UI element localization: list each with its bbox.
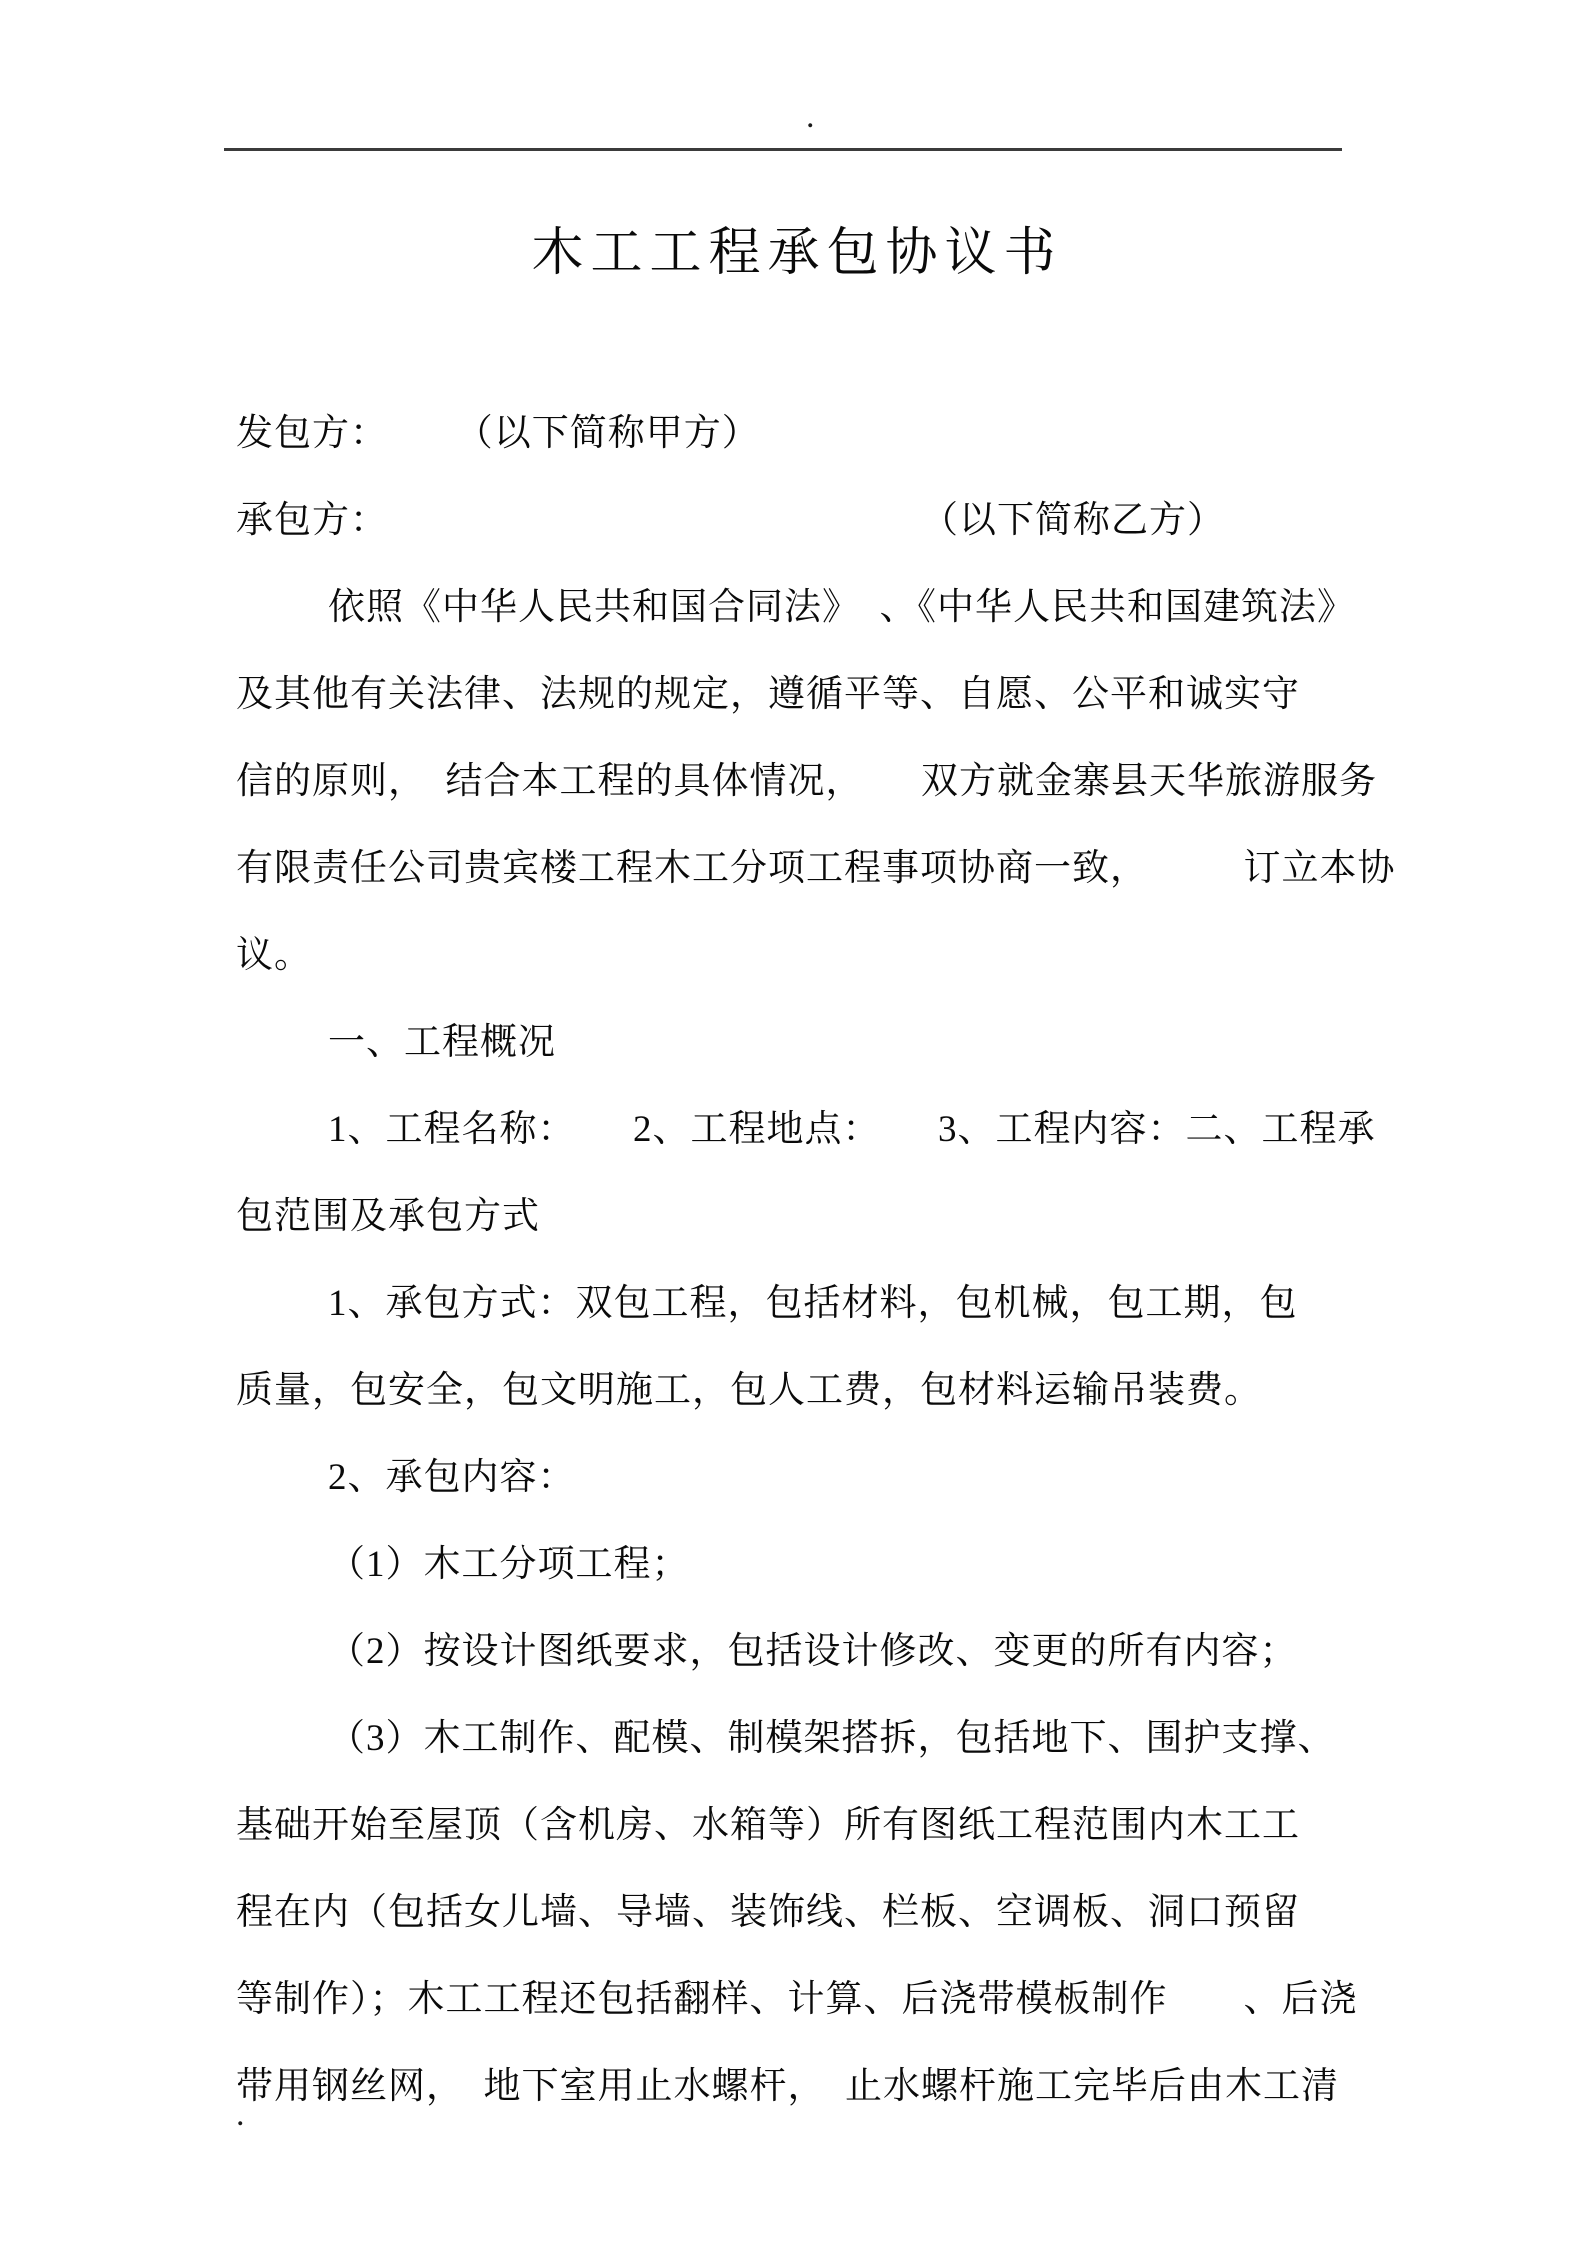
document-line: （3）木工制作、配模、制模架搭拆，包括地下、围护支撑、 <box>328 1718 1336 1759</box>
document-line: 2、承包内容： <box>328 1457 576 1498</box>
document-body <box>236 390 1436 2133</box>
header-rule <box>224 148 1342 151</box>
document-line: 带用钢丝网， 地下室用止水螺杆， 止水螺杆施工完毕后由木工清 <box>236 2066 1339 2107</box>
document-line: 等制作）；木工工程还包括翻样、计算、后浇带模板制作 、后浇 <box>236 1979 1358 2020</box>
document-line: 承包方： （以下简称乙方） <box>236 500 1225 541</box>
stray-dot-top: . <box>806 98 815 135</box>
document-line: 一、工程概况 <box>328 1022 556 1063</box>
document-line: 发包方： （以下简称甲方） <box>236 413 760 454</box>
document-line: 有限责任公司贵宾楼工程木工分项工程事项协商一致， 订立本协 <box>236 848 1396 889</box>
document-line: 基础开始至屋顶（含机房、水箱等）所有图纸工程范围内木工工 <box>236 1805 1300 1846</box>
document-line: 信的原则， 结合本工程的具体情况， 双方就金寨县天华旅游服务 <box>236 761 1377 802</box>
document-line: 1、工程名称： 2、工程地点： 3、工程内容：二、工程承 <box>328 1109 1376 1150</box>
document-line: 包范围及承包方式 <box>236 1196 540 1237</box>
document-line: 依照《中华人民共和国合同法》 、《中华人民共和国建筑法》 <box>328 587 1355 628</box>
stray-dot-bottom: . <box>236 2096 245 2133</box>
document-line: （2）按设计图纸要求，包括设计修改、变更的所有内容； <box>328 1631 1298 1672</box>
document-line: 议。 <box>236 935 312 976</box>
document-line: （1）木工分项工程； <box>328 1544 690 1585</box>
document-line: 程在内（包括女儿墙、导墙、装饰线、栏板、空调板、洞口预留 <box>236 1892 1300 1933</box>
page-title: 木工工程承包协议书 <box>531 225 1063 282</box>
document-line: 1、承包方式：双包工程，包括材料，包机械，包工期，包 <box>328 1283 1298 1324</box>
document-line: 质量，包安全，包文明施工，包人工费，包材料运输吊装费。 <box>236 1370 1262 1411</box>
document-line: 及其他有关法律、法规的规定，遵循平等、自愿、公平和诚实守 <box>236 674 1300 715</box>
